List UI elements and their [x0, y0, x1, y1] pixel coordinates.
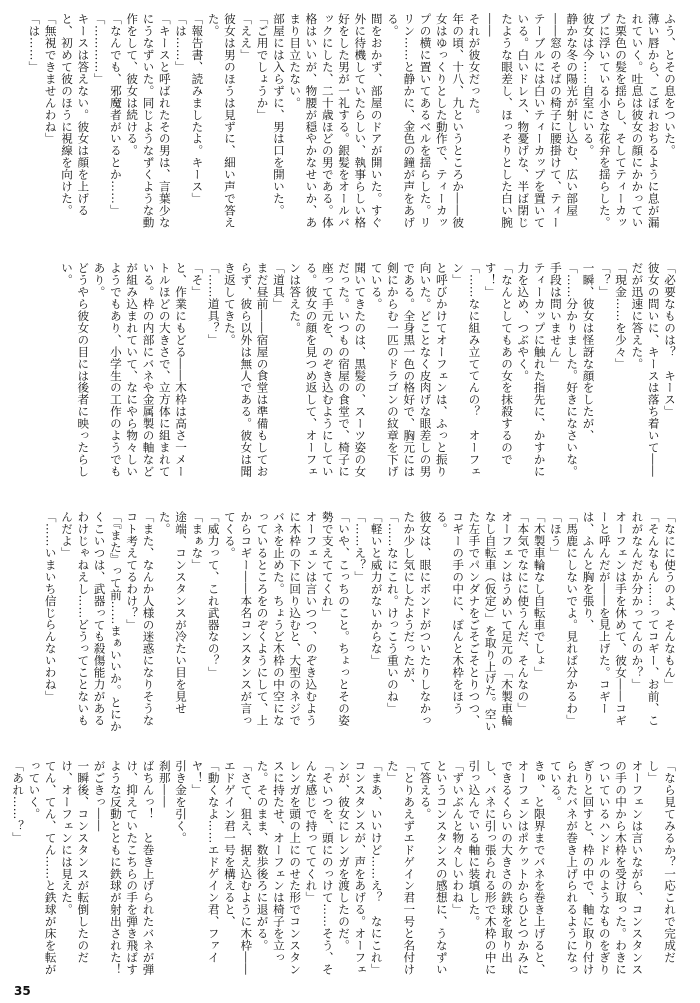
- vertical-text-block: 「なら見てみるか？一応これで完成だし」 オーフェンは言いながら、コンスタンスの手の中から木枠を受け取った。わきについているハンドルのようなものをぎりぎりと回すと、枠の中で、軸に取り付けられたバネが巻き上げられるようになっている。 きゅ、と限界までバネを巻き上げると、オーフェンはポケットからひとつかみにできるくらいの大きさの鉄球を取り出し、バネに引っ張られる形で木枠の中に引っ込んでいる軸に装填した。 「ずいぶんと物々しいわね」 というコンスタンスの感想に、うなずいて答える。 「とりあえずエドゲイン君一号と名付けた」 「まあ、いいけど……え？ なにこれ」 コンスタンスが、声をあげる。オーフェンが、彼女にレンガを渡したのだ。 「そいつを、頭にのっけて……そう、そんな感じで持っててくれ」 レンガを頭の上にのせた形でコンスタンスに持たせ、オーフェンは椅子を立った。そのまま、数歩後ろに退がる。 「さて、狙え、据え込むように木枠――エドゲイン君一号を構えると、 「動くなよ……エドゲイン君、ファイヤ！」 引き金を引く。 刹那―― ばちんっ！ と巻き上げられたバネが弾け、抑えていたこちらの手を弾き飛ばすような反動とともに鉄球が射出された！ がごきっ―― 一瞬後、コンスタンスが転倒したのだけ、オーフェンには見えた。 てん、てん、てん……と鉄球が床を転がっていく。 「あれ……？」: [11, 760, 677, 976]
- vertical-text-block: ふう、とその息をついた。 薄い唇から、こぼれおちるように息が漏れていく。吐息は彼女の顔にかかっていた栗色の髪を揺らし、そしてティーカップに浮いている小さな花弁を揺らした。 彼女は今……自室にいる。 静かな冬の陽光が射し込む、広い部屋――窓のそばの椅子に腰掛けて、ティーテーブルには白いティーカップを置いている。白いドレス、物憂げな、半ば閉じたような眼差し、ほっそりとした白い腕―― それが彼女だった。 年の頃、十八、九というところか――彼女はゆっくりとした動作で、ティーカップの横に置いてあるベルを揺らした。リリン……と静かに、金色の鐘が声をあげる。 間をおかず、部屋のドアが開いた。すぐ外に待機していたらしい、執事らしい格好をした男が一礼する。銀髪をオールバックにした、二十歳ほどの男である。体格はいいが、物腰が穏やかなせいか、あまり目立たない。 部屋には入らずに、男は口を開いた。 「ご用でしょうか」 「ええ」 彼女は男のほうは見ずに、細い声で答えた。 「報告書、読みましたよ。キース」 「は……」 「キースと呼ばれたその男は、言葉少なにうなずいた。同じようなずくような動作をして、彼女は続ける。 「なんでも、邪魔者がいるとか……」 「…………」 キースは答えない。彼女は顔を上げると、初めて彼のほうに視線を向けた。 「無視できませんわね」 「は……」: [27, 13, 677, 229]
- page-number: 35: [14, 984, 31, 998]
- vertical-text-block: 「必要なものは？ キース」 彼女の問いに、キースは落ち着いて――だが迅速に答えた。 「現金……を少々」 「？」 一瞬、彼女は怪訝な顔をしたが、 「……分かりました。好きになさいな。手段は問いません」 ティーカップに触れた指先に、かすかに力を込め、つぶやく。 「なんとしてもあの女を抹殺するのです！」 「……なに組み立ててんの？ オーフェン」 と呼びかけてオーフェンは、ふっと振り向いた。どことなく皮肉げな眼差しの男である。全身黒一色の格好で、胸元には剣にからむ一匹のドラゴンの紋章を下げている。 聞いてきたのは、黒髪の、スーツ姿の女だった。いつもの宿屋の食堂で、椅子に座って手元を、のぞき込むようにしている。彼女の顔を見つめ返して、オーフェンは答えた。 「道具」 まだ昼前――宿屋の食堂は準備もしておらず、彼ら以外は無人である。彼女は聞き返してきた。 「……道具？」 「そ」 と、作業にもどる――木枠は高さ一メートルほどの大きさで、立方体に組まれている。枠の内部にバネや金属製の軸などが組み込まれていて、なにやら物々しいようでもあり、小学生の工作のようでもあり。 どうやら彼女の目には後者に映ったらしい。: [60, 262, 677, 478]
- text-tier-3: [22, 511, 678, 735]
- text-tier-4: [11, 760, 678, 984]
- text-tier-1: [22, 13, 678, 237]
- vertical-text-block: 「なにに使うのよ、そんなもん」 「そんなもん……ってコギー、お前、これがなんだか分かってんのか？」 オーフェンは手を休めて、彼女――コギーと呼んだが――を見上げた。コギーは、ふんと胸を張り、 「馬鹿にしないでよ。見れば分かるわ」 「ほう」 「木製車輪なし自転車でしょ」 「本気でなにに使うんだ、そんなの」 オーフェンはうめいて足元の「木製車輪なし自転車（仮定）」を取り上げた。空いた左手でパンダナをごそごそとりつつ、コギーの手の中に、ぽんと木枠をほうる。 彼女は、眼にボンドがついたりしなかったか少し気にしたようだったが、 「……なにこれ。けっこう重いのね」 「軽いと威力がないからな」 「……え？」 「いや、こっちのこと。ちょっとその姿勢で支えててくれ」 オーフェンは言いつつ、のぞき込むように木枠の下に回り込むと、大型のネジでバネを止めた。ちょうど木枠の中空になっているところをのぞくようにして、上からコギー――本名コンスタンスが言ってくる。 「威力って、これ武器なの？」 「まぁな」 途端、コンスタンスが冷たい目を見せた。 「また、なんか人様の迷惑になりそうなコト考えてるわけ？」 「『また』って前……まぁいいか。とにかくこいつは、武器っても殺傷能力があるわけじゃねえし……どうってことないもんだよ」 「……いまいち信じらんないわね」: [43, 511, 677, 733]
- text-tier-2: [22, 262, 678, 486]
